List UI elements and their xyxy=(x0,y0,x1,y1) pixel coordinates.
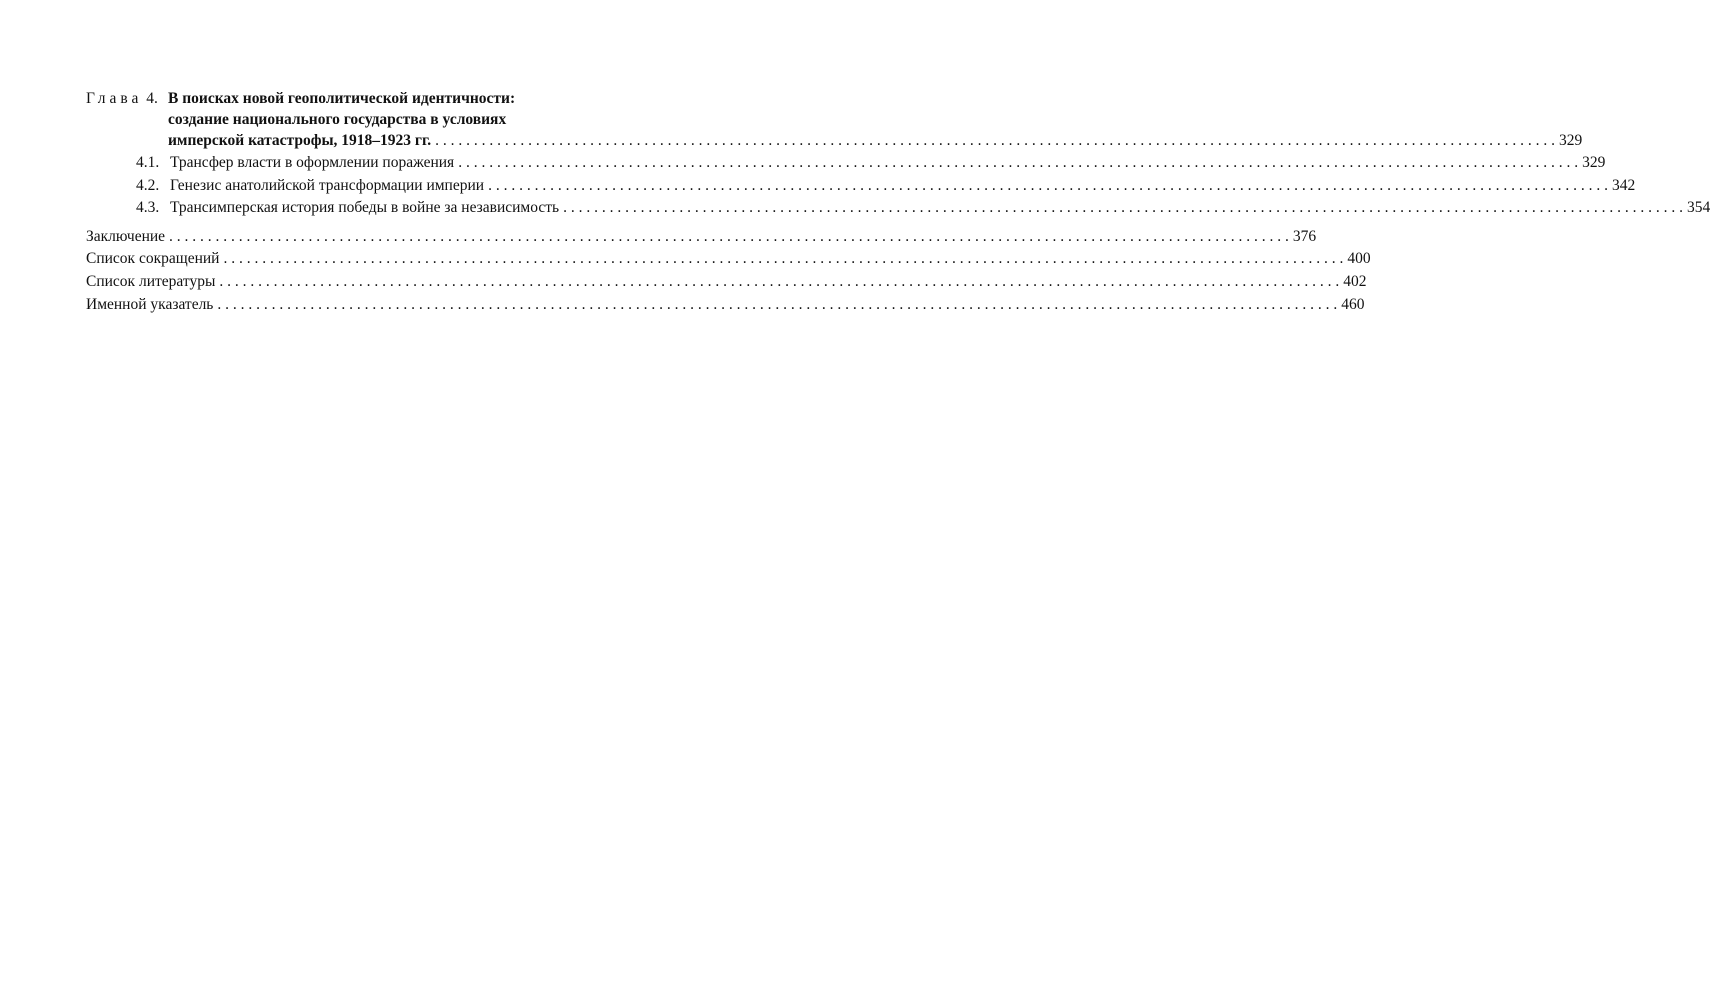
page-number: 376 xyxy=(1292,227,1317,245)
page-number: 342 xyxy=(1611,176,1636,194)
entry-title: Заключение xyxy=(86,227,166,245)
dot-leader xyxy=(435,130,1555,151)
toc-chapter-entry xyxy=(86,88,1583,151)
section-number: 4.2. xyxy=(136,176,160,194)
chapter-title-line: создание национального государства в условиях xyxy=(168,111,507,128)
chapter-label-number: 4. xyxy=(146,90,158,107)
page-number: 329 xyxy=(1559,132,1583,149)
entry-title: Список литературы xyxy=(86,272,216,290)
page-number: 354 xyxy=(1686,199,1710,217)
toc-section-entry xyxy=(86,197,1710,220)
toc-sections xyxy=(86,152,1710,220)
toc-section-entry xyxy=(86,152,1606,175)
dot-leader xyxy=(223,248,1343,271)
chapter-title-line: В поисках новой геополитической идентичности: xyxy=(168,90,516,107)
entry-title: Именной указатель xyxy=(86,295,214,313)
page-number: 460 xyxy=(1341,295,1365,313)
dot-leader xyxy=(169,226,1289,249)
section-title: Генезис анатолийской трансформации империи xyxy=(170,176,485,194)
chapter-label xyxy=(86,88,168,109)
dot-leader xyxy=(563,197,1683,220)
dot-leader xyxy=(219,271,1339,294)
chapter-title-last-line xyxy=(168,130,1582,151)
page-number: 402 xyxy=(1343,272,1367,290)
chapter-label-word: Глава xyxy=(86,90,143,107)
page-number: 400 xyxy=(1347,250,1371,268)
entry-title: Список сокращений xyxy=(86,250,220,268)
toc-back-matter-entry xyxy=(86,294,1365,317)
dot-leader xyxy=(458,152,1578,175)
toc-back-matter-entry xyxy=(86,271,1367,294)
dot-leader xyxy=(488,175,1608,198)
page-number: 329 xyxy=(1582,154,1606,171)
section-title: Трансимперская история победы в войне за независимость xyxy=(170,199,560,217)
chapter-title xyxy=(168,88,1582,151)
table-of-contents xyxy=(86,88,1710,316)
section-number: 4.3. xyxy=(136,199,160,217)
toc-back-matter-entry xyxy=(86,226,1317,249)
toc-section-entry xyxy=(86,175,1636,198)
chapter-title-line: имперской катастрофы, 1918–1923 гг. xyxy=(168,132,432,149)
toc-back-matter-entry xyxy=(86,248,1371,271)
section-number: 4.1. xyxy=(136,154,160,171)
toc-back-matter xyxy=(86,226,1371,316)
section-title: Трансфер власти в оформлении поражения xyxy=(170,154,455,171)
dot-leader xyxy=(217,294,1337,317)
